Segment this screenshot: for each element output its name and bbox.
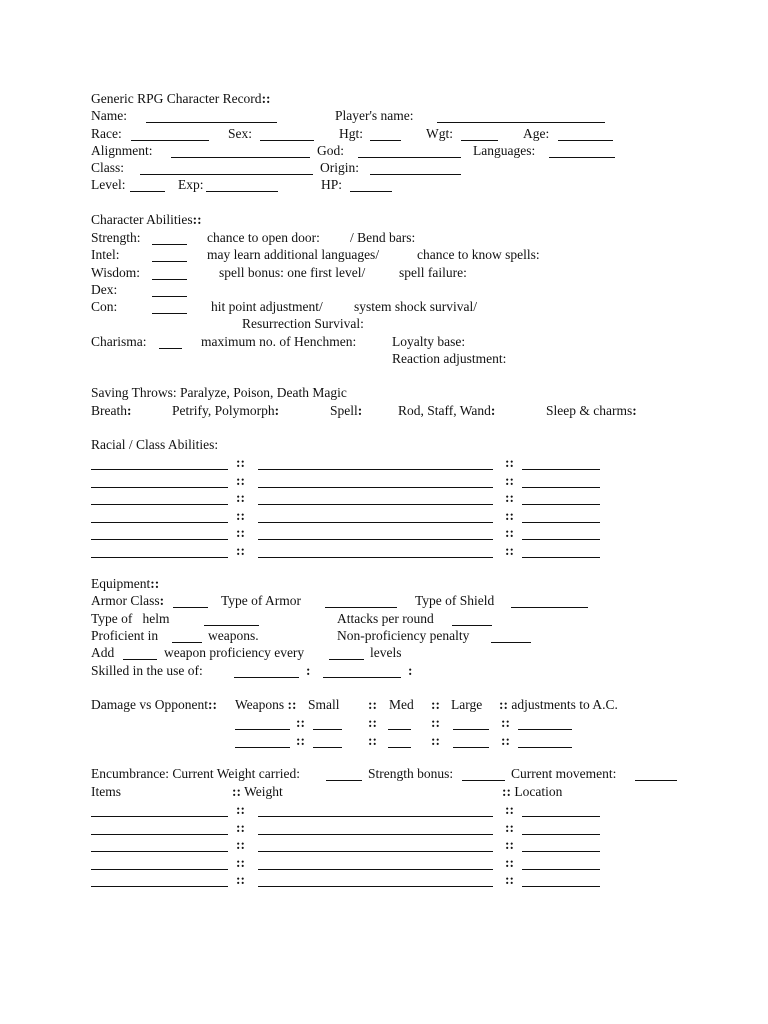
henchmen-label: maximum no. of Henchmen: (201, 334, 357, 349)
sheet-title: Generic RPG Character Record:: (91, 91, 271, 106)
racial-row-separator: :: (236, 543, 245, 558)
damage-separator: :: (431, 733, 440, 748)
damage-small-header: Small (308, 697, 340, 712)
racial-class-heading: Racial / Class Abilities: (91, 437, 219, 452)
racial-row-col3-field[interactable] (522, 487, 600, 488)
exp-field[interactable] (206, 191, 278, 192)
item-row-col3-field[interactable] (522, 886, 600, 887)
save-petrify-label: Petrify, Polymorph: (172, 403, 280, 418)
dex-label: Dex: (91, 282, 118, 297)
class-label: Class: (91, 160, 125, 175)
armor-type-label: Type of Armor (221, 593, 302, 608)
racial-row-separator: :: (505, 508, 514, 523)
skilled-field-2[interactable] (323, 677, 401, 678)
racial-row-col1-field[interactable] (91, 469, 228, 470)
proficient-label: Proficient in (91, 628, 159, 643)
proficiency-levels-field[interactable] (329, 659, 364, 660)
hp-field[interactable] (350, 191, 392, 192)
height-field[interactable] (370, 140, 401, 141)
skilled-label: Skilled in the use of: (91, 663, 203, 678)
item-row-separator: :: (505, 802, 514, 817)
open-door-label: chance to open door: (207, 230, 320, 245)
racial-row-col1-field[interactable] (91, 522, 228, 523)
god-label: God: (317, 143, 344, 158)
dex-field[interactable] (152, 296, 187, 297)
levels-label: levels (370, 645, 402, 660)
additional-languages-label: may learn additional languages/ (207, 247, 380, 262)
damage-adjust-field[interactable] (518, 747, 572, 748)
weight-field[interactable] (461, 140, 498, 141)
strength-field[interactable] (152, 244, 187, 245)
god-field[interactable] (358, 157, 461, 158)
item-row-col1-field[interactable] (91, 851, 228, 852)
add-label: Add (91, 645, 115, 660)
damage-large-field[interactable] (453, 747, 489, 748)
item-row-col2-field[interactable] (258, 816, 493, 817)
saving-throws-heading: Saving Throws: Paralyze, Poison, Death Magic (91, 385, 347, 400)
name-field[interactable] (146, 122, 277, 123)
damage-vs-opponent-label: Damage vs Opponent:: (91, 697, 217, 712)
sex-label: Sex: (228, 126, 253, 141)
proficient-field[interactable] (172, 642, 202, 643)
shield-type-field[interactable] (511, 607, 588, 608)
current-weight-field[interactable] (326, 780, 362, 781)
proficiency-every-label: weapon proficiency every (164, 645, 305, 660)
item-row-col1-field[interactable] (91, 886, 228, 887)
racial-row-col1-field[interactable] (91, 504, 228, 505)
racial-row-separator: :: (505, 455, 514, 470)
damage-separator: :: (501, 715, 510, 730)
racial-row-col2-field[interactable] (258, 557, 493, 558)
damage-separator: :: (431, 715, 440, 730)
location-header: :: Location (502, 784, 563, 799)
damage-sep-2: :: (431, 697, 440, 712)
racial-row-separator: :: (236, 508, 245, 523)
armor-class-label: Armor Class: (91, 593, 165, 608)
damage-sep-1: :: (368, 697, 377, 712)
nonproficiency-label: Non-proficiency penalty (337, 628, 470, 643)
item-row-separator: :: (236, 872, 245, 887)
item-row-separator: :: (505, 837, 514, 852)
alignment-field[interactable] (171, 157, 310, 158)
skilled-separator-1: : (306, 663, 311, 678)
racial-row-separator: :: (505, 525, 514, 540)
wisdom-field[interactable] (152, 279, 187, 280)
damage-adjust-header: :: adjustments to A.C. (499, 697, 618, 712)
wisdom-label: Wisdom: (91, 265, 140, 280)
bend-bars-label: / Bend bars: (350, 230, 416, 245)
age-label: Age: (523, 126, 550, 141)
racial-row-col3-field[interactable] (522, 504, 600, 505)
current-weight-label: Encumbrance: Current Weight carried: (91, 766, 300, 781)
armor-type-field[interactable] (325, 607, 397, 608)
origin-field[interactable] (370, 174, 461, 175)
helm-type-field[interactable] (204, 625, 259, 626)
resurrection-label: Resurrection Survival: (242, 316, 364, 331)
racial-row-col3-field[interactable] (522, 469, 600, 470)
damage-weapons-header: Weapons :: (235, 697, 297, 712)
racial-row-separator: :: (236, 455, 245, 470)
loyalty-label: Loyalty base: (392, 334, 466, 349)
racial-row-separator: :: (236, 490, 245, 505)
skilled-separator-2: : (408, 663, 413, 678)
con-label: Con: (91, 299, 118, 314)
damage-separator: :: (501, 733, 510, 748)
damage-weapon-field[interactable] (235, 747, 290, 748)
spell-bonus-label: spell bonus: one first level/ (219, 265, 366, 280)
level-field[interactable] (130, 191, 165, 192)
name-label: Name: (91, 108, 127, 123)
racial-row-col2-field[interactable] (258, 539, 493, 540)
damage-med-header: Med (389, 697, 414, 712)
player-name-label: Player's name: (335, 108, 414, 123)
items-header: Items (91, 784, 121, 799)
damage-large-field[interactable] (453, 729, 489, 730)
item-row-col2-field[interactable] (258, 869, 493, 870)
charisma-field[interactable] (159, 348, 182, 349)
item-row-separator: :: (505, 820, 514, 835)
reaction-label: Reaction adjustment: (392, 351, 507, 366)
item-row-separator: :: (505, 872, 514, 887)
know-spells-label: chance to know spells: (417, 247, 540, 262)
damage-separator: :: (368, 733, 377, 748)
age-field[interactable] (558, 140, 613, 141)
class-field[interactable] (140, 174, 313, 175)
damage-small-field[interactable] (313, 729, 342, 730)
race-field[interactable] (131, 140, 209, 141)
damage-separator: :: (296, 733, 305, 748)
item-row-separator: :: (505, 855, 514, 870)
attacks-field[interactable] (452, 625, 492, 626)
origin-label: Origin: (320, 160, 359, 175)
armor-class-field[interactable] (173, 607, 208, 608)
racial-row-separator: :: (505, 473, 514, 488)
strength-bonus-label: Strength bonus: (368, 766, 454, 781)
damage-small-field[interactable] (313, 747, 342, 748)
damage-separator: :: (296, 715, 305, 730)
damage-large-header: Large (451, 697, 483, 712)
skilled-field-1[interactable] (234, 677, 299, 678)
current-movement-label: Current movement: (511, 766, 617, 781)
racial-row-col2-field[interactable] (258, 469, 493, 470)
racial-row-separator: :: (236, 473, 245, 488)
racial-row-col3-field[interactable] (522, 522, 600, 523)
level-label: Level: (91, 177, 126, 192)
damage-separator: :: (368, 715, 377, 730)
con-field[interactable] (152, 313, 187, 314)
weight-label: Wgt: (426, 126, 453, 141)
spell-failure-label: spell failure: (399, 265, 467, 280)
item-row-col1-field[interactable] (91, 869, 228, 870)
exp-label: Exp: (178, 177, 204, 192)
item-row-separator: :: (236, 855, 245, 870)
item-row-col3-field[interactable] (522, 869, 600, 870)
nonproficiency-field[interactable] (491, 642, 531, 643)
abilities-heading: Character Abilities:: (91, 212, 202, 227)
helm-type-label: Type of helm (91, 611, 170, 626)
item-row-col3-field[interactable] (522, 851, 600, 852)
damage-med-field[interactable] (388, 747, 411, 748)
damage-weapon-field[interactable] (235, 729, 290, 730)
strength-label: Strength: (91, 230, 141, 245)
shield-type-label: Type of Shield (415, 593, 495, 608)
languages-field[interactable] (549, 157, 615, 158)
racial-row-col1-field[interactable] (91, 557, 228, 558)
item-row-separator: :: (236, 820, 245, 835)
hp-label: HP: (321, 177, 343, 192)
charisma-label: Charisma: (91, 334, 147, 349)
strength-bonus-field[interactable] (462, 780, 505, 781)
item-row-col2-field[interactable] (258, 834, 493, 835)
racial-row-col2-field[interactable] (258, 504, 493, 505)
racial-row-col2-field[interactable] (258, 487, 493, 488)
intel-field[interactable] (152, 261, 187, 262)
item-row-col2-field[interactable] (258, 886, 493, 887)
weight-header: :: Weight (232, 784, 283, 799)
item-row-separator: :: (236, 837, 245, 852)
racial-row-col3-field[interactable] (522, 539, 600, 540)
hp-adjustment-label: hit point adjustment/ (211, 299, 323, 314)
system-shock-label: system shock survival/ (354, 299, 477, 314)
racial-row-separator: :: (236, 525, 245, 540)
current-movement-field[interactable] (635, 780, 677, 781)
damage-adjust-field[interactable] (518, 729, 572, 730)
attacks-label: Attacks per round (337, 611, 434, 626)
item-row-col3-field[interactable] (522, 834, 600, 835)
save-rod-label: Rod, Staff, Wand: (398, 403, 496, 418)
item-row-separator: :: (236, 802, 245, 817)
player-name-field[interactable] (437, 122, 605, 123)
racial-row-separator: :: (505, 490, 514, 505)
racial-row-separator: :: (505, 543, 514, 558)
damage-med-field[interactable] (388, 729, 411, 730)
item-row-col2-field[interactable] (258, 851, 493, 852)
item-row-col3-field[interactable] (522, 816, 600, 817)
height-label: Hgt: (339, 126, 364, 141)
racial-row-col3-field[interactable] (522, 557, 600, 558)
weapons-label: weapons. (208, 628, 259, 643)
save-sleep-label: Sleep & charms: (546, 403, 637, 418)
equipment-heading: Equipment:: (91, 576, 160, 591)
sex-field[interactable] (260, 140, 314, 141)
item-row-col1-field[interactable] (91, 834, 228, 835)
racial-row-col2-field[interactable] (258, 522, 493, 523)
intel-label: Intel: (91, 247, 120, 262)
racial-row-col1-field[interactable] (91, 487, 228, 488)
item-row-col1-field[interactable] (91, 816, 228, 817)
languages-label: Languages: (473, 143, 536, 158)
alignment-label: Alignment: (91, 143, 153, 158)
add-field[interactable] (123, 659, 157, 660)
race-label: Race: (91, 126, 122, 141)
save-breath-label: Breath: (91, 403, 132, 418)
racial-row-col1-field[interactable] (91, 539, 228, 540)
save-spell-label: Spell: (330, 403, 363, 418)
